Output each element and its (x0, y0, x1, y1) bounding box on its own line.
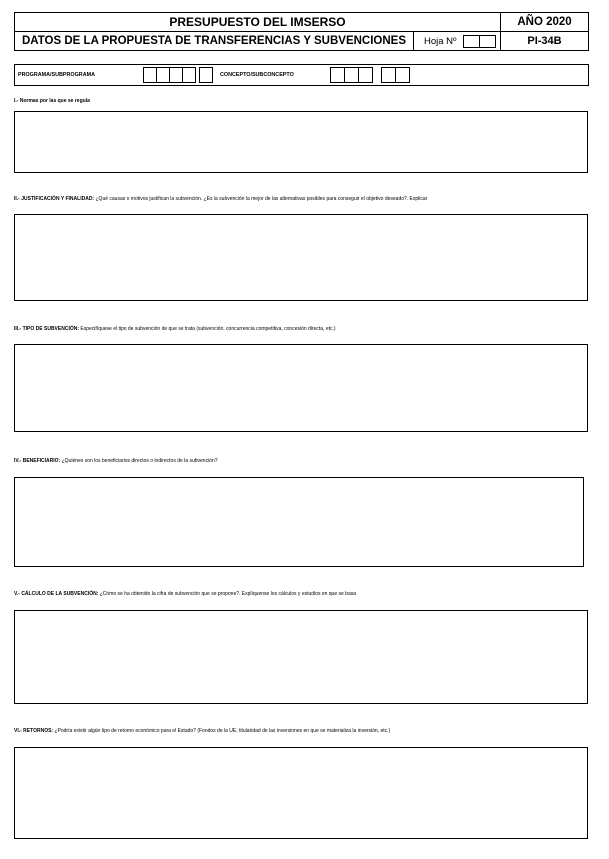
concept-label: CONCEPTO/SUBCONCEPTO (220, 72, 294, 78)
code-row (14, 64, 589, 86)
program-digit[interactable] (156, 67, 170, 83)
header-subtitle-cell (14, 31, 414, 51)
section-2-label (14, 196, 427, 202)
section-6-question: ¿Podría existir algún tipo de retorno económico para el Estado? (Fondos de la UE, titularidad de las inversiones en que se materializa la inversión, etc.) (53, 728, 391, 734)
program-digit[interactable] (182, 67, 196, 83)
section-4-title: IV.- BENEFICIARIO: (14, 458, 61, 464)
section-6-answer-box[interactable] (14, 747, 588, 839)
section-3-question: Especifíquese el tipo de subvención de que se trata (subvención, concurrencia competitiva, concesión directa, etc.) (79, 326, 336, 332)
subconcept-digit[interactable] (381, 67, 396, 83)
sheet-number-field[interactable] (463, 35, 496, 48)
section-3-title: III.- TIPO DE SUBVENCIÓN: (14, 326, 80, 332)
form-code-cell (500, 31, 589, 51)
section-5-title: V.- CÁLCULO DE LA SUBVENCIÓN: (14, 591, 99, 597)
budget-year: AÑO 2020 (517, 16, 572, 28)
concept-digit[interactable] (330, 67, 345, 83)
header-title-cell (14, 12, 501, 32)
program-code-field[interactable] (143, 67, 196, 83)
sheet-number-digit[interactable] (463, 35, 480, 48)
concept-code-field[interactable] (330, 67, 373, 83)
section-6-title: VI.- RETORNOS: (14, 728, 54, 734)
section-1-label (14, 98, 90, 104)
program-digit[interactable] (169, 67, 183, 83)
header-year-cell (500, 12, 589, 32)
subconcept-code-field[interactable] (381, 67, 410, 83)
section-1-title: I.- Normas por las que se regula (14, 98, 90, 104)
section-4-question: ¿Quiénes son los beneficiarios directos o indirectos de la subvención? (60, 458, 218, 464)
subprogram-code-field[interactable] (199, 67, 213, 83)
section-2-title: II.- JUSTIFICACIÓN Y FINALIDAD: (14, 196, 95, 202)
concept-digit[interactable] (344, 67, 359, 83)
section-5-answer-box[interactable] (14, 610, 588, 704)
section-4-label (14, 458, 218, 464)
section-4-answer-box[interactable] (14, 477, 584, 567)
page-title: PRESUPUESTO DEL IMSERSO (169, 15, 346, 29)
program-digit[interactable] (143, 67, 157, 83)
section-3-answer-box[interactable] (14, 344, 588, 432)
page-subtitle: DATOS DE LA PROPUESTA DE TRANSFERENCIAS Y SUBVENCIONES (21, 35, 407, 47)
section-1-answer-box[interactable] (14, 111, 588, 173)
concept-digit[interactable] (358, 67, 373, 83)
form-code: PI-34B (527, 35, 562, 47)
subprogram-digit[interactable] (199, 67, 213, 83)
section-2-answer-box[interactable] (14, 214, 588, 301)
section-3-label (14, 326, 336, 332)
sheet-number-label: Hoja Nº (424, 35, 457, 47)
section-2-question: ¿Qué causas o motivos justifican la subvención. ¿Es la subvención la mejor de las alternativas posibles para conseguir el objetivo deseado?. Explicar (94, 196, 428, 202)
section-5-question: ¿Cómo se ha obtenido la cifra de subvención que se propone?. Explíquense los cálculos y estudios en que se basa (98, 591, 357, 597)
program-label: PROGRAMA/SUBPROGRAMA (18, 72, 95, 78)
sheet-number-digit[interactable] (479, 35, 496, 48)
section-6-label (14, 728, 390, 734)
section-5-label (14, 591, 356, 597)
subconcept-digit[interactable] (395, 67, 410, 83)
